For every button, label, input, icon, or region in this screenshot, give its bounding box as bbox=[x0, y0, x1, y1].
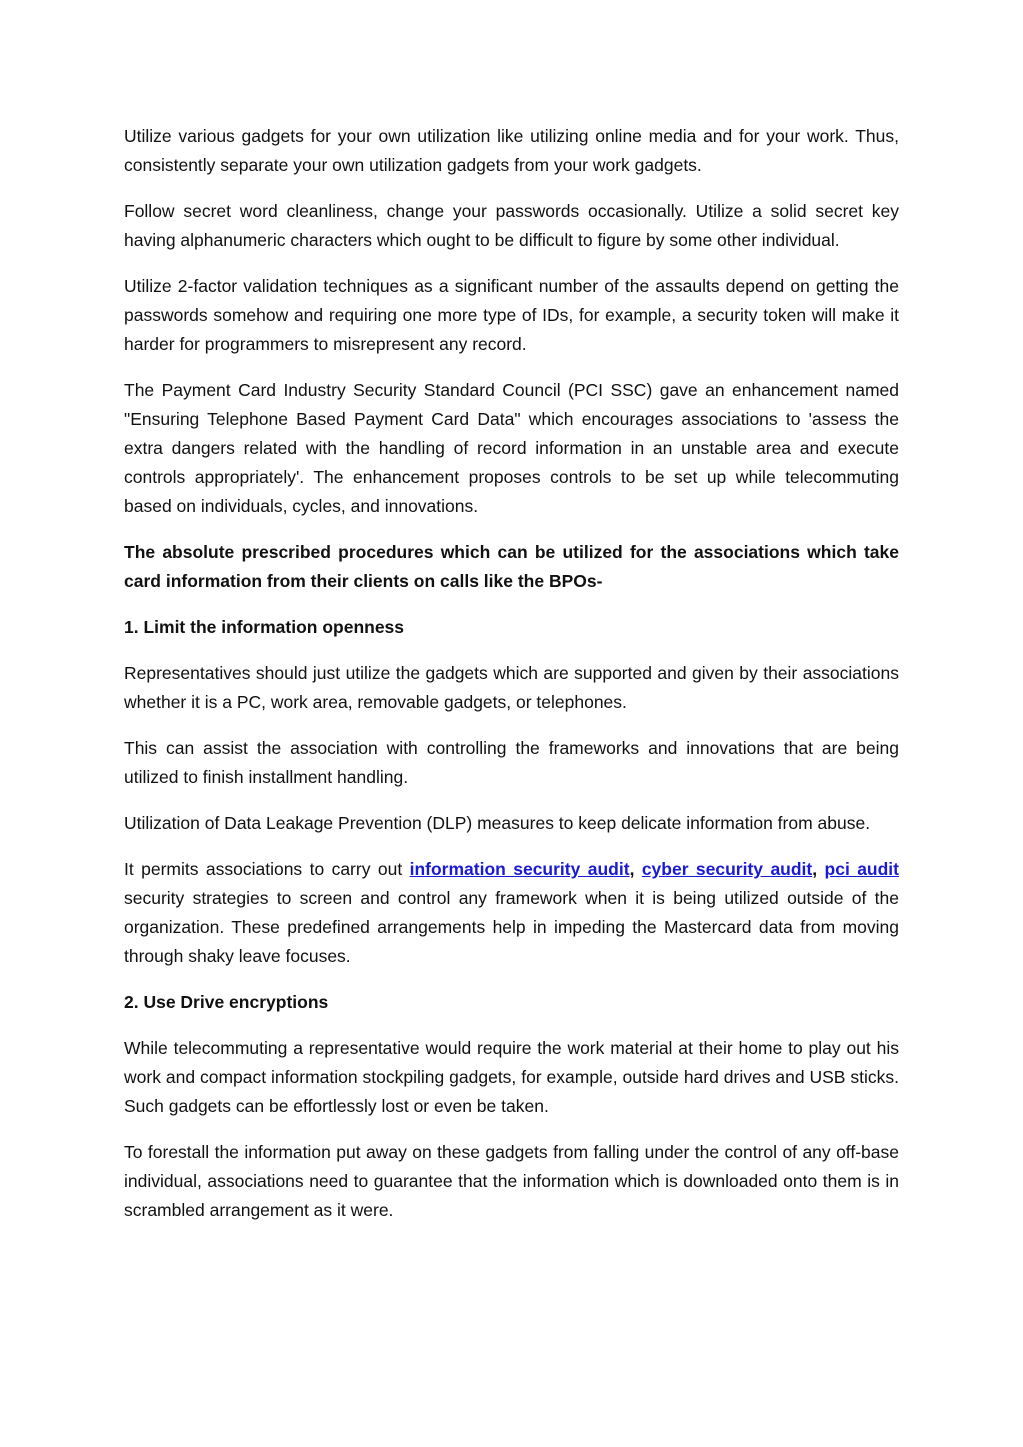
link-separator: , bbox=[629, 859, 642, 879]
heading-limit-information: 1. Limit the information openness bbox=[124, 617, 405, 637]
information-security-audit-link[interactable]: information security audit bbox=[409, 859, 630, 879]
audit-text-before: It permits associations to carry out bbox=[124, 859, 410, 879]
paragraph-gadgets: Utilize various gadgets for your own utilization like utilizing online media and for your work. Thus, consistently separate your own utilization gadgets from your work gadgets. bbox=[124, 126, 899, 175]
heading-drive-encryptions: 2. Use Drive encryptions bbox=[124, 992, 329, 1012]
paragraph-dlp: Utilization of Data Leakage Prevention (DLP) measures to keep delicate information from abuse. bbox=[124, 813, 871, 833]
paragraph-2fa: Utilize 2-factor validation techniques as a significant number of the assaults depend on getting the passwords somehow and requiring one more type of IDs, for example, a security token will make it harder for programmers to misrepresent any record. bbox=[124, 276, 899, 354]
paragraph-forestall: To forestall the information put away on these gadgets from falling under the control of any off-base individual, associations need to guarantee that the information which is downloaded onto them is in scrambled arrangement as it were. bbox=[124, 1142, 899, 1220]
document-page bbox=[124, 122, 899, 1242]
paragraph-representatives: Representatives should just utilize the gadgets which are supported and given by their associations whether it is a PC, work area, removable gadgets, or telephones. bbox=[124, 663, 899, 712]
link-separator: , bbox=[812, 859, 825, 879]
paragraph-passwords: Follow secret word cleanliness, change your passwords occasionally. Utilize a solid secret key having alphanumeric characters which ought to be difficult to figure by some other individual. bbox=[124, 201, 899, 250]
paragraph-procedures-intro: The absolute prescribed procedures which can be utilized for the associations which take card information from their clients on calls like the BPOs- bbox=[124, 542, 899, 591]
audit-text-after: security strategies to screen and control any framework when it is being utilized outside of the organization. These predefined arrangements help in impeding the Mastercard data from moving through shaky leave focuses. bbox=[124, 888, 899, 966]
pci-audit-link[interactable]: pci audit bbox=[824, 859, 899, 879]
paragraph-telecommuting: While telecommuting a representative would require the work material at their home to play out his work and compact information stockpiling gadgets, for example, outside hard drives and USB sticks. Such gadgets can be effortlessly lost or even be taken. bbox=[124, 1038, 899, 1116]
paragraph-audits bbox=[124, 855, 899, 971]
paragraph-assist-association: This can assist the association with controlling the frameworks and innovations that are being utilized to finish installment handling. bbox=[124, 738, 899, 787]
cyber-security-audit-link[interactable]: cyber security audit bbox=[641, 859, 813, 879]
paragraph-pci-ssc: The Payment Card Industry Security Standard Council (PCI SSC) gave an enhancement named "Ensuring Telephone Based Payment Card Data" which encourages associations to 'assess the extra dangers related with the handling of record information in an unstable area and execute controls appropriately'. The enhancement proposes controls to be set up while telecommuting based on individuals, cycles, and innovations. bbox=[124, 380, 899, 516]
